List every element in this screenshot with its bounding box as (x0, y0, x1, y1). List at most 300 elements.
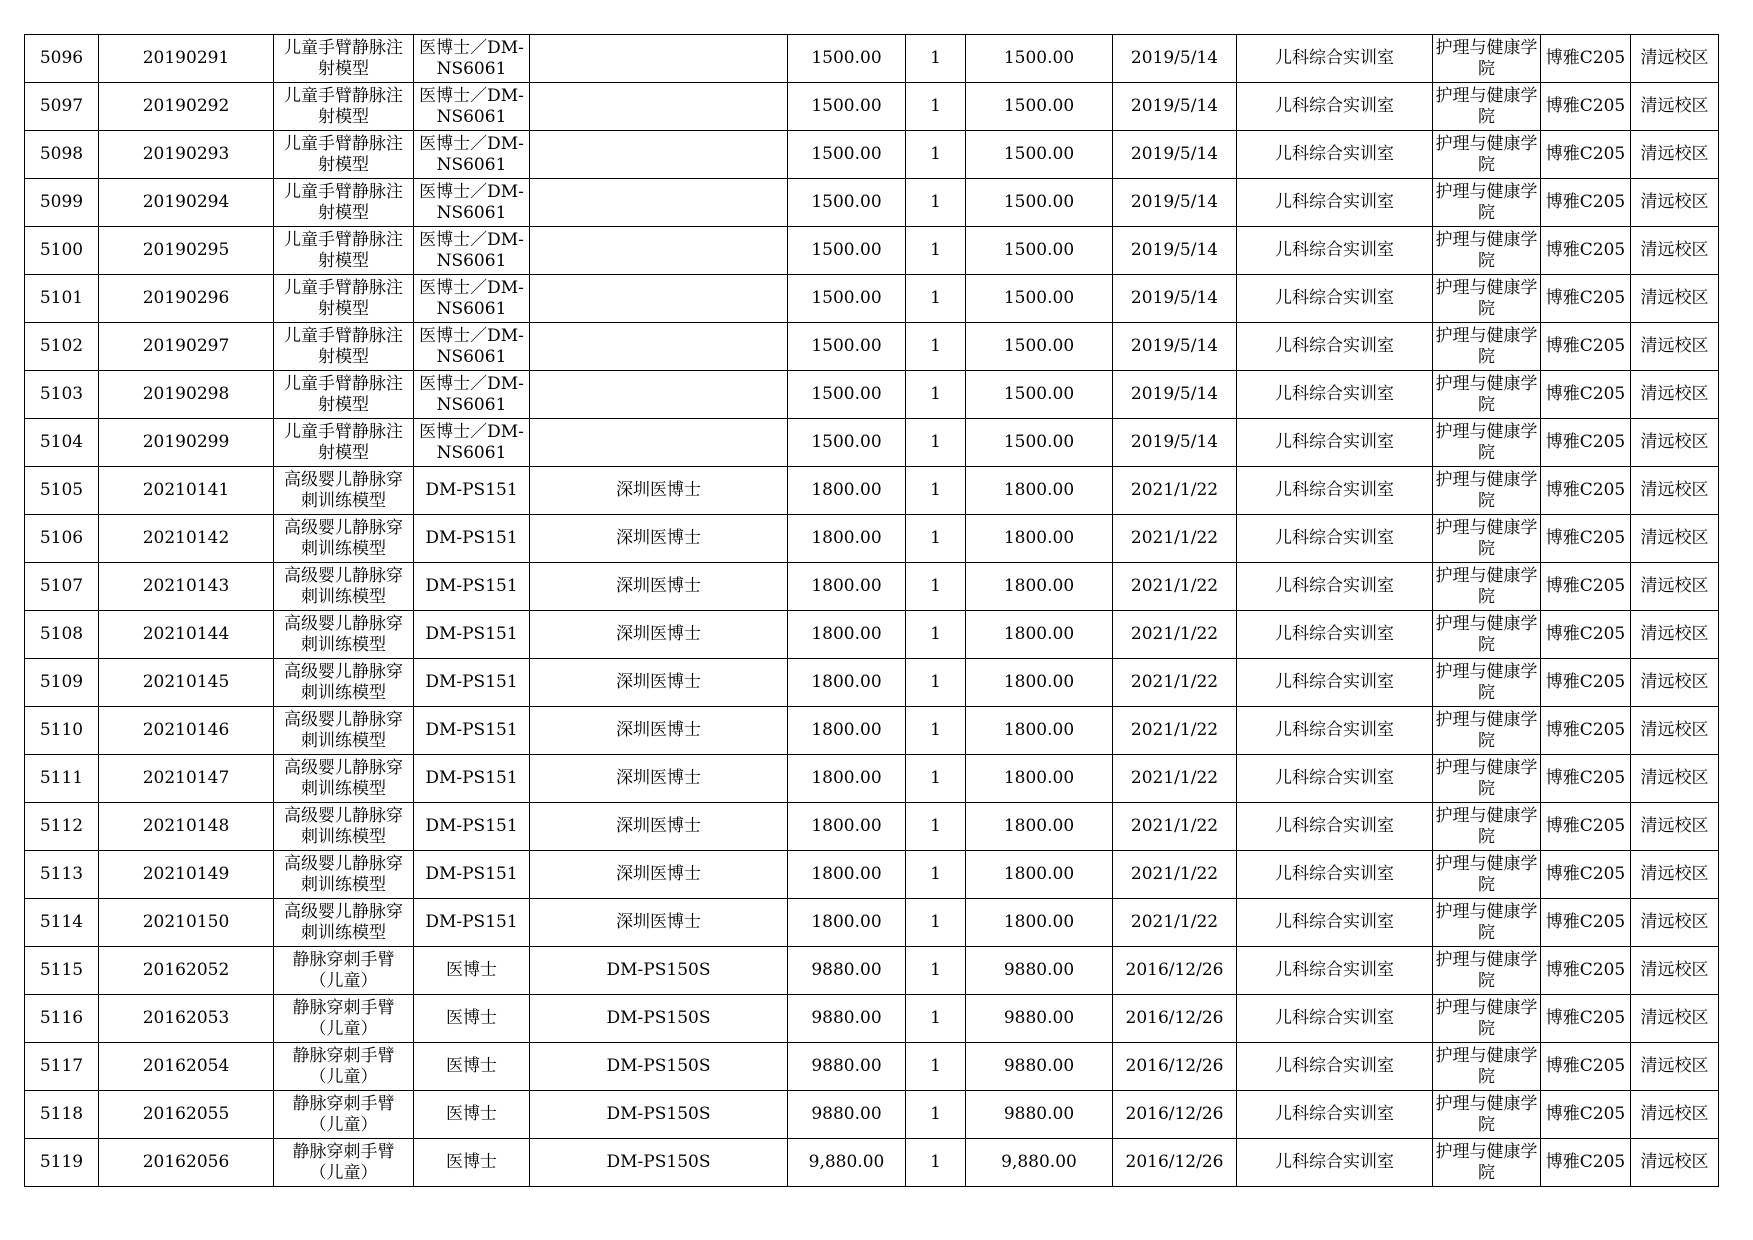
asset-code-cell: 20210145 (99, 659, 274, 707)
quantity-cell: 1 (906, 1043, 966, 1091)
room-cell: 博雅C205 (1541, 851, 1631, 899)
lab-name-cell: 儿科综合实训室 (1237, 755, 1433, 803)
campus-cell: 清远校区 (1631, 995, 1719, 1043)
department-cell: 护理与健康学院 (1433, 803, 1541, 851)
table-row (25, 707, 1719, 755)
brand-model-cell: 医博士 (414, 1043, 530, 1091)
purchase-date-cell: 2019/5/14 (1113, 371, 1237, 419)
row-index-cell: 5097 (25, 83, 99, 131)
quantity-cell: 1 (906, 35, 966, 83)
table-row (25, 755, 1719, 803)
asset-code-cell: 20162054 (99, 1043, 274, 1091)
purchase-date-cell: 2019/5/14 (1113, 131, 1237, 179)
department-cell: 护理与健康学院 (1433, 275, 1541, 323)
campus-cell: 清远校区 (1631, 467, 1719, 515)
brand-model-cell: 医博士／DM-NS6061 (414, 371, 530, 419)
asset-name-cell: 高级婴儿静脉穿刺训练模型 (274, 803, 414, 851)
lab-name-cell: 儿科综合实训室 (1237, 35, 1433, 83)
purchase-date-cell: 2016/12/26 (1113, 947, 1237, 995)
table-row (25, 995, 1719, 1043)
brand-model-cell: DM-PS151 (414, 467, 530, 515)
room-cell: 博雅C205 (1541, 899, 1631, 947)
amount-cell: 9,880.00 (966, 1139, 1113, 1187)
spec-cell (530, 419, 788, 467)
spec-cell: DM-PS150S (530, 1043, 788, 1091)
purchase-date-cell: 2019/5/14 (1113, 275, 1237, 323)
asset-name-cell: 儿童手臂静脉注射模型 (274, 371, 414, 419)
amount-cell: 1800.00 (966, 899, 1113, 947)
table-row (25, 83, 1719, 131)
campus-cell: 清远校区 (1631, 227, 1719, 275)
unit-price-cell: 1800.00 (788, 707, 906, 755)
table-row (25, 563, 1719, 611)
amount-cell: 1500.00 (966, 371, 1113, 419)
amount-cell: 1800.00 (966, 851, 1113, 899)
room-cell: 博雅C205 (1541, 1043, 1631, 1091)
table-row (25, 179, 1719, 227)
department-cell: 护理与健康学院 (1433, 659, 1541, 707)
row-index-cell: 5118 (25, 1091, 99, 1139)
row-index-cell: 5100 (25, 227, 99, 275)
quantity-cell: 1 (906, 419, 966, 467)
amount-cell: 1800.00 (966, 515, 1113, 563)
brand-model-cell: 医博士／DM-NS6061 (414, 35, 530, 83)
brand-model-cell: 医博士 (414, 1139, 530, 1187)
department-cell: 护理与健康学院 (1433, 563, 1541, 611)
department-cell: 护理与健康学院 (1433, 611, 1541, 659)
room-cell: 博雅C205 (1541, 995, 1631, 1043)
amount-cell: 1800.00 (966, 707, 1113, 755)
room-cell: 博雅C205 (1541, 131, 1631, 179)
asset-code-cell: 20190299 (99, 419, 274, 467)
asset-name-cell: 儿童手臂静脉注射模型 (274, 275, 414, 323)
asset-name-cell: 儿童手臂静脉注射模型 (274, 83, 414, 131)
asset-code-cell: 20210141 (99, 467, 274, 515)
lab-name-cell: 儿科综合实训室 (1237, 131, 1433, 179)
asset-code-cell: 20210142 (99, 515, 274, 563)
row-index-cell: 5114 (25, 899, 99, 947)
department-cell: 护理与健康学院 (1433, 419, 1541, 467)
unit-price-cell: 1500.00 (788, 83, 906, 131)
purchase-date-cell: 2019/5/14 (1113, 323, 1237, 371)
room-cell: 博雅C205 (1541, 323, 1631, 371)
table-row (25, 1139, 1719, 1187)
asset-code-cell: 20190294 (99, 179, 274, 227)
row-index-cell: 5102 (25, 323, 99, 371)
spec-cell: 深圳医博士 (530, 803, 788, 851)
lab-name-cell: 儿科综合实训室 (1237, 659, 1433, 707)
amount-cell: 9880.00 (966, 995, 1113, 1043)
amount-cell: 9880.00 (966, 1043, 1113, 1091)
brand-model-cell: DM-PS151 (414, 611, 530, 659)
lab-name-cell: 儿科综合实训室 (1237, 563, 1433, 611)
department-cell: 护理与健康学院 (1433, 227, 1541, 275)
asset-name-cell: 儿童手臂静脉注射模型 (274, 227, 414, 275)
quantity-cell: 1 (906, 371, 966, 419)
campus-cell: 清远校区 (1631, 707, 1719, 755)
brand-model-cell: 医博士／DM-NS6061 (414, 83, 530, 131)
department-cell: 护理与健康学院 (1433, 515, 1541, 563)
row-index-cell: 5106 (25, 515, 99, 563)
spec-cell (530, 83, 788, 131)
asset-code-cell: 20190293 (99, 131, 274, 179)
department-cell: 护理与健康学院 (1433, 851, 1541, 899)
row-index-cell: 5113 (25, 851, 99, 899)
row-index-cell: 5119 (25, 1139, 99, 1187)
room-cell: 博雅C205 (1541, 947, 1631, 995)
room-cell: 博雅C205 (1541, 1091, 1631, 1139)
department-cell: 护理与健康学院 (1433, 755, 1541, 803)
table-row (25, 1091, 1719, 1139)
purchase-date-cell: 2016/12/26 (1113, 995, 1237, 1043)
amount-cell: 1800.00 (966, 467, 1113, 515)
spec-cell: 深圳医博士 (530, 707, 788, 755)
row-index-cell: 5111 (25, 755, 99, 803)
asset-name-cell: 高级婴儿静脉穿刺训练模型 (274, 851, 414, 899)
quantity-cell: 1 (906, 899, 966, 947)
unit-price-cell: 1800.00 (788, 515, 906, 563)
purchase-date-cell: 2021/1/22 (1113, 707, 1237, 755)
quantity-cell: 1 (906, 707, 966, 755)
amount-cell: 1800.00 (966, 659, 1113, 707)
amount-cell: 1500.00 (966, 275, 1113, 323)
department-cell: 护理与健康学院 (1433, 1139, 1541, 1187)
room-cell: 博雅C205 (1541, 35, 1631, 83)
room-cell: 博雅C205 (1541, 803, 1631, 851)
quantity-cell: 1 (906, 947, 966, 995)
department-cell: 护理与健康学院 (1433, 947, 1541, 995)
campus-cell: 清远校区 (1631, 515, 1719, 563)
lab-name-cell: 儿科综合实训室 (1237, 275, 1433, 323)
unit-price-cell: 1500.00 (788, 371, 906, 419)
campus-cell: 清远校区 (1631, 755, 1719, 803)
department-cell: 护理与健康学院 (1433, 467, 1541, 515)
lab-name-cell: 儿科综合实训室 (1237, 707, 1433, 755)
campus-cell: 清远校区 (1631, 419, 1719, 467)
asset-table (24, 34, 1719, 1187)
campus-cell: 清远校区 (1631, 947, 1719, 995)
asset-code-cell: 20210143 (99, 563, 274, 611)
table-row (25, 1043, 1719, 1091)
brand-model-cell: 医博士／DM-NS6061 (414, 419, 530, 467)
table-row (25, 899, 1719, 947)
asset-code-cell: 20190296 (99, 275, 274, 323)
quantity-cell: 1 (906, 1091, 966, 1139)
row-index-cell: 5109 (25, 659, 99, 707)
table-row (25, 419, 1719, 467)
brand-model-cell: 医博士 (414, 995, 530, 1043)
unit-price-cell: 9880.00 (788, 1043, 906, 1091)
purchase-date-cell: 2021/1/22 (1113, 611, 1237, 659)
row-index-cell: 5110 (25, 707, 99, 755)
quantity-cell: 1 (906, 515, 966, 563)
department-cell: 护理与健康学院 (1433, 995, 1541, 1043)
brand-model-cell: 医博士／DM-NS6061 (414, 323, 530, 371)
lab-name-cell: 儿科综合实训室 (1237, 323, 1433, 371)
department-cell: 护理与健康学院 (1433, 35, 1541, 83)
campus-cell: 清远校区 (1631, 275, 1719, 323)
quantity-cell: 1 (906, 1139, 966, 1187)
department-cell: 护理与健康学院 (1433, 179, 1541, 227)
spec-cell (530, 131, 788, 179)
spec-cell (530, 371, 788, 419)
spec-cell (530, 179, 788, 227)
asset-name-cell: 高级婴儿静脉穿刺训练模型 (274, 707, 414, 755)
brand-model-cell: 医博士／DM-NS6061 (414, 179, 530, 227)
quantity-cell: 1 (906, 851, 966, 899)
lab-name-cell: 儿科综合实训室 (1237, 515, 1433, 563)
spec-cell: 深圳医博士 (530, 899, 788, 947)
lab-name-cell: 儿科综合实训室 (1237, 947, 1433, 995)
row-index-cell: 5103 (25, 371, 99, 419)
table-row (25, 803, 1719, 851)
amount-cell: 1800.00 (966, 563, 1113, 611)
campus-cell: 清远校区 (1631, 179, 1719, 227)
spec-cell: 深圳医博士 (530, 467, 788, 515)
department-cell: 护理与健康学院 (1433, 83, 1541, 131)
asset-code-cell: 20190292 (99, 83, 274, 131)
spec-cell: 深圳医博士 (530, 515, 788, 563)
unit-price-cell: 9880.00 (788, 1091, 906, 1139)
room-cell: 博雅C205 (1541, 611, 1631, 659)
amount-cell: 9880.00 (966, 1091, 1113, 1139)
quantity-cell: 1 (906, 323, 966, 371)
asset-code-cell: 20210148 (99, 803, 274, 851)
quantity-cell: 1 (906, 803, 966, 851)
room-cell: 博雅C205 (1541, 563, 1631, 611)
room-cell: 博雅C205 (1541, 659, 1631, 707)
purchase-date-cell: 2021/1/22 (1113, 467, 1237, 515)
lab-name-cell: 儿科综合实训室 (1237, 227, 1433, 275)
asset-code-cell: 20210144 (99, 611, 274, 659)
room-cell: 博雅C205 (1541, 419, 1631, 467)
amount-cell: 1500.00 (966, 227, 1113, 275)
table-row (25, 515, 1719, 563)
quantity-cell: 1 (906, 83, 966, 131)
spec-cell (530, 275, 788, 323)
lab-name-cell: 儿科综合实训室 (1237, 803, 1433, 851)
campus-cell: 清远校区 (1631, 659, 1719, 707)
purchase-date-cell: 2021/1/22 (1113, 563, 1237, 611)
unit-price-cell: 9880.00 (788, 947, 906, 995)
lab-name-cell: 儿科综合实训室 (1237, 899, 1433, 947)
unit-price-cell: 1500.00 (788, 179, 906, 227)
table-row (25, 35, 1719, 83)
asset-code-cell: 20162052 (99, 947, 274, 995)
room-cell: 博雅C205 (1541, 227, 1631, 275)
table-row (25, 275, 1719, 323)
purchase-date-cell: 2021/1/22 (1113, 659, 1237, 707)
unit-price-cell: 1500.00 (788, 227, 906, 275)
row-index-cell: 5101 (25, 275, 99, 323)
purchase-date-cell: 2021/1/22 (1113, 899, 1237, 947)
amount-cell: 1500.00 (966, 419, 1113, 467)
quantity-cell: 1 (906, 563, 966, 611)
room-cell: 博雅C205 (1541, 275, 1631, 323)
asset-name-cell: 静脉穿刺手臂（儿童） (274, 1139, 414, 1187)
campus-cell: 清远校区 (1631, 323, 1719, 371)
asset-code-cell: 20210147 (99, 755, 274, 803)
quantity-cell: 1 (906, 131, 966, 179)
spec-cell: 深圳医博士 (530, 851, 788, 899)
purchase-date-cell: 2016/12/26 (1113, 1043, 1237, 1091)
asset-code-cell: 20162055 (99, 1091, 274, 1139)
amount-cell: 1800.00 (966, 803, 1113, 851)
table-row (25, 227, 1719, 275)
unit-price-cell: 1800.00 (788, 563, 906, 611)
quantity-cell: 1 (906, 659, 966, 707)
quantity-cell: 1 (906, 995, 966, 1043)
amount-cell: 1500.00 (966, 131, 1113, 179)
campus-cell: 清远校区 (1631, 803, 1719, 851)
asset-name-cell: 静脉穿刺手臂（儿童） (274, 995, 414, 1043)
unit-price-cell: 1800.00 (788, 755, 906, 803)
lab-name-cell: 儿科综合实训室 (1237, 179, 1433, 227)
lab-name-cell: 儿科综合实训室 (1237, 995, 1433, 1043)
purchase-date-cell: 2016/12/26 (1113, 1091, 1237, 1139)
purchase-date-cell: 2019/5/14 (1113, 227, 1237, 275)
amount-cell: 1800.00 (966, 755, 1113, 803)
room-cell: 博雅C205 (1541, 467, 1631, 515)
asset-code-cell: 20190297 (99, 323, 274, 371)
department-cell: 护理与健康学院 (1433, 1091, 1541, 1139)
lab-name-cell: 儿科综合实训室 (1237, 1139, 1433, 1187)
brand-model-cell: 医博士 (414, 1091, 530, 1139)
table-row (25, 323, 1719, 371)
asset-name-cell: 儿童手臂静脉注射模型 (274, 323, 414, 371)
spec-cell (530, 35, 788, 83)
asset-code-cell: 20210146 (99, 707, 274, 755)
row-index-cell: 5104 (25, 419, 99, 467)
row-index-cell: 5096 (25, 35, 99, 83)
campus-cell: 清远校区 (1631, 131, 1719, 179)
department-cell: 护理与健康学院 (1433, 1043, 1541, 1091)
campus-cell: 清远校区 (1631, 371, 1719, 419)
brand-model-cell: DM-PS151 (414, 515, 530, 563)
purchase-date-cell: 2016/12/26 (1113, 1139, 1237, 1187)
lab-name-cell: 儿科综合实训室 (1237, 1043, 1433, 1091)
brand-model-cell: 医博士／DM-NS6061 (414, 131, 530, 179)
row-index-cell: 5117 (25, 1043, 99, 1091)
lab-name-cell: 儿科综合实训室 (1237, 419, 1433, 467)
purchase-date-cell: 2021/1/22 (1113, 851, 1237, 899)
asset-code-cell: 20162053 (99, 995, 274, 1043)
lab-name-cell: 儿科综合实训室 (1237, 371, 1433, 419)
campus-cell: 清远校区 (1631, 611, 1719, 659)
spec-cell: 深圳医博士 (530, 611, 788, 659)
asset-name-cell: 高级婴儿静脉穿刺训练模型 (274, 899, 414, 947)
table-row (25, 659, 1719, 707)
brand-model-cell: 医博士／DM-NS6061 (414, 275, 530, 323)
purchase-date-cell: 2019/5/14 (1113, 83, 1237, 131)
amount-cell: 1500.00 (966, 83, 1113, 131)
row-index-cell: 5108 (25, 611, 99, 659)
asset-name-cell: 儿童手臂静脉注射模型 (274, 419, 414, 467)
lab-name-cell: 儿科综合实训室 (1237, 851, 1433, 899)
department-cell: 护理与健康学院 (1433, 371, 1541, 419)
table-row (25, 947, 1719, 995)
amount-cell: 1500.00 (966, 179, 1113, 227)
asset-name-cell: 静脉穿刺手臂（儿童） (274, 1091, 414, 1139)
spec-cell: 深圳医博士 (530, 659, 788, 707)
asset-name-cell: 高级婴儿静脉穿刺训练模型 (274, 563, 414, 611)
asset-code-cell: 20162056 (99, 1139, 274, 1187)
asset-code-cell: 20210150 (99, 899, 274, 947)
brand-model-cell: DM-PS151 (414, 803, 530, 851)
unit-price-cell: 1500.00 (788, 275, 906, 323)
spec-cell: DM-PS150S (530, 1139, 788, 1187)
unit-price-cell: 1800.00 (788, 803, 906, 851)
unit-price-cell: 1500.00 (788, 419, 906, 467)
lab-name-cell: 儿科综合实训室 (1237, 611, 1433, 659)
unit-price-cell: 1500.00 (788, 35, 906, 83)
purchase-date-cell: 2021/1/22 (1113, 755, 1237, 803)
row-index-cell: 5112 (25, 803, 99, 851)
amount-cell: 1800.00 (966, 611, 1113, 659)
quantity-cell: 1 (906, 755, 966, 803)
row-index-cell: 5116 (25, 995, 99, 1043)
asset-code-cell: 20190298 (99, 371, 274, 419)
row-index-cell: 5105 (25, 467, 99, 515)
unit-price-cell: 9,880.00 (788, 1139, 906, 1187)
brand-model-cell: DM-PS151 (414, 707, 530, 755)
quantity-cell: 1 (906, 275, 966, 323)
brand-model-cell: DM-PS151 (414, 851, 530, 899)
lab-name-cell: 儿科综合实训室 (1237, 467, 1433, 515)
department-cell: 护理与健康学院 (1433, 707, 1541, 755)
asset-name-cell: 儿童手臂静脉注射模型 (274, 35, 414, 83)
amount-cell: 9880.00 (966, 947, 1113, 995)
unit-price-cell: 1800.00 (788, 467, 906, 515)
unit-price-cell: 1800.00 (788, 899, 906, 947)
row-index-cell: 5115 (25, 947, 99, 995)
brand-model-cell: 医博士 (414, 947, 530, 995)
quantity-cell: 1 (906, 179, 966, 227)
table-row (25, 467, 1719, 515)
brand-model-cell: DM-PS151 (414, 899, 530, 947)
purchase-date-cell: 2019/5/14 (1113, 419, 1237, 467)
spec-cell: 深圳医博士 (530, 563, 788, 611)
campus-cell: 清远校区 (1631, 83, 1719, 131)
quantity-cell: 1 (906, 467, 966, 515)
room-cell: 博雅C205 (1541, 83, 1631, 131)
asset-name-cell: 静脉穿刺手臂（儿童） (274, 947, 414, 995)
spec-cell: DM-PS150S (530, 947, 788, 995)
room-cell: 博雅C205 (1541, 707, 1631, 755)
room-cell: 博雅C205 (1541, 179, 1631, 227)
asset-name-cell: 儿童手臂静脉注射模型 (274, 131, 414, 179)
asset-code-cell: 20190295 (99, 227, 274, 275)
asset-name-cell: 高级婴儿静脉穿刺训练模型 (274, 611, 414, 659)
table-row (25, 611, 1719, 659)
room-cell: 博雅C205 (1541, 1139, 1631, 1187)
brand-model-cell: DM-PS151 (414, 755, 530, 803)
table-row (25, 131, 1719, 179)
unit-price-cell: 1500.00 (788, 323, 906, 371)
campus-cell: 清远校区 (1631, 35, 1719, 83)
asset-name-cell: 高级婴儿静脉穿刺训练模型 (274, 515, 414, 563)
room-cell: 博雅C205 (1541, 371, 1631, 419)
campus-cell: 清远校区 (1631, 851, 1719, 899)
table-body (25, 35, 1719, 1187)
quantity-cell: 1 (906, 611, 966, 659)
campus-cell: 清远校区 (1631, 563, 1719, 611)
purchase-date-cell: 2019/5/14 (1113, 179, 1237, 227)
asset-code-cell: 20210149 (99, 851, 274, 899)
brand-model-cell: DM-PS151 (414, 563, 530, 611)
spec-cell: DM-PS150S (530, 995, 788, 1043)
spec-cell: DM-PS150S (530, 1091, 788, 1139)
